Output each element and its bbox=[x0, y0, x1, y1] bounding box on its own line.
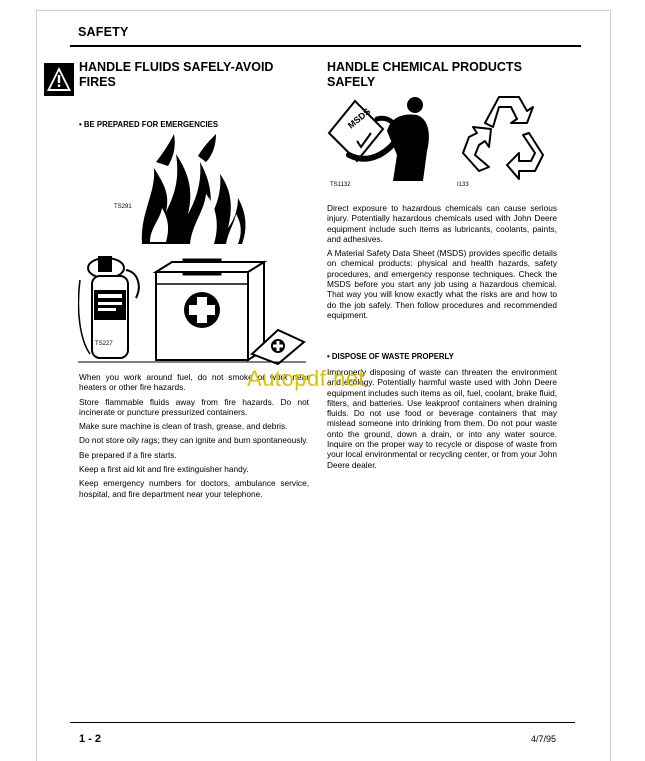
paragraph: Keep emergency numbers for doctors, ambulance service, hospital, and fire department near your telephone. bbox=[79, 478, 309, 499]
msds-label: MSDS bbox=[345, 106, 373, 131]
first-aid-extinguisher-illustration bbox=[78, 250, 306, 365]
right-body-text bbox=[327, 203, 557, 324]
paragraph: Direct exposure to hazardous chemicals can cause serious injury. Potentially hazardous chemicals used with John Deere equipment include such items as lubricants, coolants, paints, and adhesives. bbox=[327, 203, 557, 244]
fire-illustration bbox=[130, 132, 270, 252]
header-rule bbox=[70, 45, 581, 47]
paragraph: Make sure machine is clean of trash, grease, and debris. bbox=[79, 421, 288, 432]
left-bullet: • BE PREPARED FOR EMERGENCIES bbox=[79, 120, 219, 129]
msds-illustration bbox=[327, 95, 437, 185]
section-title: SAFETY bbox=[78, 25, 129, 39]
right-bullet: • DISPOSE OF WASTE PROPERLY bbox=[327, 352, 454, 361]
footer-rule bbox=[70, 722, 575, 723]
caption-kit: TS227 bbox=[95, 341, 113, 347]
watermark: Autopdf.net bbox=[247, 366, 366, 391]
paragraph: Do not store oily rags; they can ignite and burn spontaneously. bbox=[79, 435, 309, 446]
paragraph: Store flammable fluids away from fire hazards. Do not incinerate or puncture pressurized containers. bbox=[79, 396, 309, 417]
page-date: 4/7/95 bbox=[531, 734, 557, 744]
paragraph: Improperly disposing of waste can threaten the environment and ecology. Potentially harmful waste used with John Deere equipment includes such items as oil, fuel, coolant, brake fluid, filters, and batteries. Use leakproof containers when draining fluids. Do not use food or beverage containers that may mislead someone into drinking from them. Do not pour waste onto the ground, down a drain, or into any water source. Inquire on the proper way to recycle or dispose of waste from your local environmental or recycling center, or from your John Deere dealer. bbox=[327, 367, 557, 470]
caption-recycle: I133 bbox=[457, 182, 469, 188]
left-heading: HANDLE FLUIDS SAFELY-AVOID FIRES bbox=[79, 60, 274, 89]
warning-icon bbox=[44, 63, 74, 96]
paragraph: A Material Safety Data Sheet (MSDS) provides specific details on chemical products: physical and health hazards, safety procedures, and emergency response techniques. Check the MSDS before you start any job using a hazardous chemical. That way you will know exactly what the risks are and how to do the job safely. Then follow procedures and recommended equipment. bbox=[327, 248, 557, 320]
paragraph: Keep a first aid kit and fire extinguisher handy. bbox=[79, 464, 249, 475]
paragraph: Be prepared if a fire starts. bbox=[79, 449, 177, 460]
paragraph: When you work around fuel, do not smoke or work near heaters or other fire hazards. bbox=[79, 372, 309, 393]
caption-msds: TS1132 bbox=[330, 182, 351, 188]
right-heading: HANDLE CHEMICAL PRODUCTS SAFELY bbox=[327, 60, 522, 89]
page-number: 1 - 2 bbox=[79, 733, 102, 745]
caption-fire: TS291 bbox=[114, 204, 132, 210]
recycle-icon bbox=[455, 93, 555, 185]
